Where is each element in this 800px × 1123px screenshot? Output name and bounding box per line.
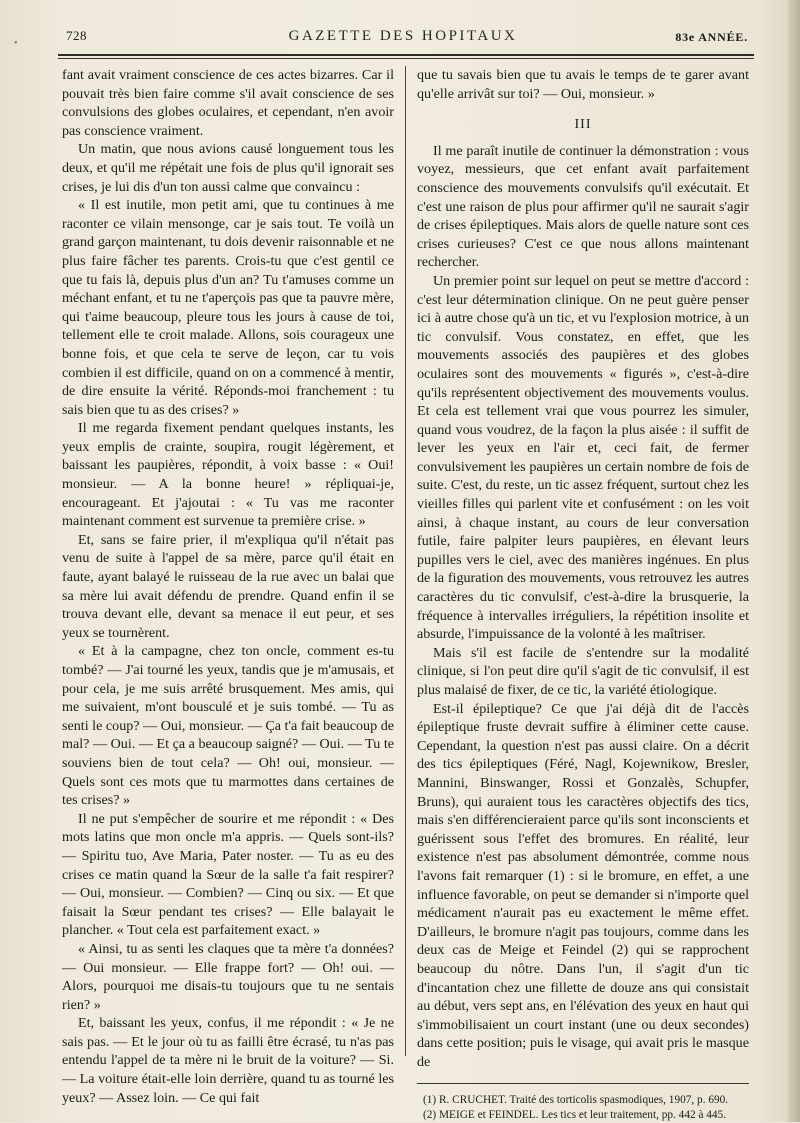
column-divider bbox=[405, 66, 406, 1056]
running-header bbox=[58, 28, 748, 52]
right-column bbox=[417, 66, 749, 1123]
paragraph: fant avait vraiment conscience de ces actes bizarres. Car il pouvait très bien faire comme s'il avait conscience de ses convulsions des globes oculaires, et cependant, n'en avoir pas conscience vraiment. bbox=[62, 67, 394, 139]
paragraph: Il me regarda fixement pendant quelques instants, les yeux emplis de crainte, soupira, rougit légèrement, et baissant les paupières, répondit, à voix basse : « Oui! monsieur. — A la bonne heure! » répliquai-je, encourageant. Et j'ajoutai : « Tu vas me raconter maintenant comment est survenue ta première crise. » bbox=[62, 420, 394, 530]
paragraph: Il ne put s'empêcher de sourire et me répondit : « Des mots latins que mon oncle m'a appris. — Quels sont-ils? — Spiritu tuo, Ave Maria, Pater noster. — Tu as eu des crises ce matin quand la Sœur de la salle t'a fait respirer? — Oui, monsieur. — Combien? — Cinq ou six. — Et que faisait la Sœur pendant tes crises? — Elle balayait le plancher. « Tout cela est parfaitement exact. » bbox=[62, 810, 394, 939]
footnote: (2) MEIGE et FEINDEL. Les tics et leur traitement, pp. 442 à 445. bbox=[423, 1109, 727, 1122]
page-spine-shadow bbox=[788, 0, 800, 1122]
paragraph: Il me paraît inutile de continuer la démonstration : vous voyez, messieurs, que cet enfant avait parfaitement conscience des mouvements convulsifs qu'il exécutait. Et c'est une raison de plus pour affirmer qu'il ne saurait s'agir de crises épileptiques. Mais alors de quelle nature sont ces crises curieuses? C'est ce que nous allons maintenant rechercher. bbox=[417, 142, 749, 271]
margin-mark: • bbox=[14, 38, 18, 49]
paragraph: Un matin, que nous avions causé longuement tous les deux, et qu'il me répétait une fois de plus qu'il ignorait ses crises, je lui dis d'un ton aussi calme que convaincu : bbox=[62, 141, 394, 195]
paragraph: Est-il épileptique? Ce que j'ai déjà dit de l'accès épileptique fruste devrait suffire à éliminer cette cause. Cependant, la question n'est pas aussi claire. On a décrit des tics épileptiques (Féré, Nagl, Kojewnikow, Bresler, Mannini, Binswanger, Rossi et Gonzalès, Schupfer, Bruns), qui auraient tous les caractères objectifs des tics, mais s'en différencieraient parce qu'ils sont inconscients et guérissent sous l'effet des bromures. En réalité, leur existence n'est pas absolument démontrée, comme nous l'avons fait remarquer (1) : si le bromure, en effet, a une influence favorable, on peut se demander si n'importe quel médicament n'aurait pas eu exactement le même effet. D'ailleurs, le bromure n'agit pas toujours, comme dans les deux cas de Meige et Feindel (2) qui se rapprochent beaucoup du nôtre. Dans l'un, il s'agit d'un tic d'incantation chez une fillette de douze ans qui consistait au début, vers sept ans, en l'élévation des yeux en haut qui s'immobilisaient un court instant (une ou deux secondes) dans cette position; puis le visage, qui avait pris le masque de bbox=[417, 700, 749, 1070]
paragraph: « Il est inutile, mon petit ami, que tu continues à me raconter ce vilain mensonge, car je sais tout. Te voilà un grand garçon maintenant, tu dois devenir raisonnable et ne plus faire fâcher tes parents. Crois-tu que c'est gentil ce que tu fais là, depuis plus d'un an? Tu t'amuses comme un méchant enfant, et tu ne t'aperçois pas que ta pauvre mère, qui t'aime beaucoup, pleure tous les jours à cause de toi, tellement elle te croit malade. Allons, sois courageux une bonne fois, et que cela te serve de leçon, car tu vois combien il est difficile, quand on on a commencé à mentir, de dire ensuite la vérité. Réponds-moi franchement : tu sais bien que tu as des crises? » bbox=[62, 197, 394, 418]
paragraph: Un premier point sur lequel on peut se mettre d'accord : c'est leur détermination clinique. On ne peut guère penser ici à autre chose qu'à un tic, et vu l'explosion motrice, à un tic convulsif. Vous constatez, en effet, que les mouvements associés des paupières et des globes oculaires sont des mouvements « figurés », c'est-à-dire qu'ils représentent objectivement des mouvements voulus. Et cela est tellement vrai que vous pourrez les simuler, quand vous voudrez, de la façon la plus aisée : il suffit de lever les yeux en l'air et, ceci fait, de fermer convulsivement les paupières un certain nombre de fois de suite. C'est, du reste, un tic assez fréquent, surtout chez les vieilles filles qui parlent vite et confusément : on les voit ainsi, à chaque instant, au cours de leur conversation futile, faire palpiter leurs paupières, en élevant leurs pupilles vers le ciel, avec des manières ingénues. En plus de la figuration des mouvements, vous retrouvez les autres caractères du tic convulsif, c'est-à-dire la brusquerie, la fréquence à intervalles irréguliers, la répétition insolite et absurde, l'impuissance de la volonté à les maîtriser. bbox=[417, 272, 749, 643]
paragraph-continuation: que tu savais bien que tu avais le temps de te garer avant qu'elle arrivât sur toi? — Oui, monsieur. » bbox=[417, 67, 749, 102]
header-rule-top bbox=[58, 54, 754, 56]
footnotes bbox=[417, 1093, 749, 1123]
left-column bbox=[62, 66, 394, 1107]
paragraph: « Ainsi, tu as senti les claques que ta mère t'a données? — Oui monsieur. — Elle frappe fort? — Oh! oui. — Alors, pourquoi me disais-tu toujours que tu ne sentais rien? » bbox=[62, 940, 394, 1013]
journal-title: GAZETTE DES HOPITAUX bbox=[288, 28, 518, 44]
page-number: 728 bbox=[66, 28, 87, 43]
paragraph: Mais s'il est facile de s'entendre sur la modalité clinique, si l'on peut dire qu'il s'agit de tic convulsif, il est plus malaisé de fixer, de ce tic, la variété étiologique. bbox=[417, 644, 749, 698]
year-label: 83e ANNÉE. bbox=[675, 30, 748, 44]
paragraph: Et, baissant les yeux, confus, il me répondit : « Je ne sais pas. — Et le jour où tu as failli être écrasé, tu n'as pas entendu l'appel de ta mère ni le bruit de la voiture? — Si. — La voiture était-elle loin derrière, quand tu as tourné les yeux? — Assez loin. — Ce qui fait bbox=[62, 1015, 394, 1106]
footnote: (1) R. CRUCHET. Traité des torticolis spasmodiques, 1907, p. 690. bbox=[423, 1094, 729, 1107]
header-rule-bottom bbox=[58, 58, 754, 59]
paragraph: « Et à la campagne, chez ton oncle, comment es-tu tombé? — J'ai tourné les yeux, tandis que je m'amusais, et pour cela, je me suis arrêté brusquement. Mes amis, qui me suivaient, m'ont bousculé et je suis tombé. — Tu as senti le coup? — Oui, monsieur. — Ça t'a fait beaucoup de mal? — Oui. — Et ça a beaucoup saigné? — Oui. — Tu te souviens bien de tout cela? — Oh! oui, monsieur. — Quels sont ces mots que tu marmottes dans certaines de tes crises? » bbox=[62, 643, 394, 809]
section-heading: III bbox=[574, 117, 592, 133]
paragraph: Et, sans se faire prier, il m'expliqua qu'il n'était pas venu de suite à l'appel de sa mère, parce qu'il était en faute, ayant balayé le ruisseau de la rue avec un balai que sa mère lui avait défendu de prendre. Quand enfin il se trouva devant elle, devant sa menace il eut peur, et ses yeux se tournèrent. bbox=[62, 531, 394, 641]
footnote-rule bbox=[417, 1083, 749, 1084]
